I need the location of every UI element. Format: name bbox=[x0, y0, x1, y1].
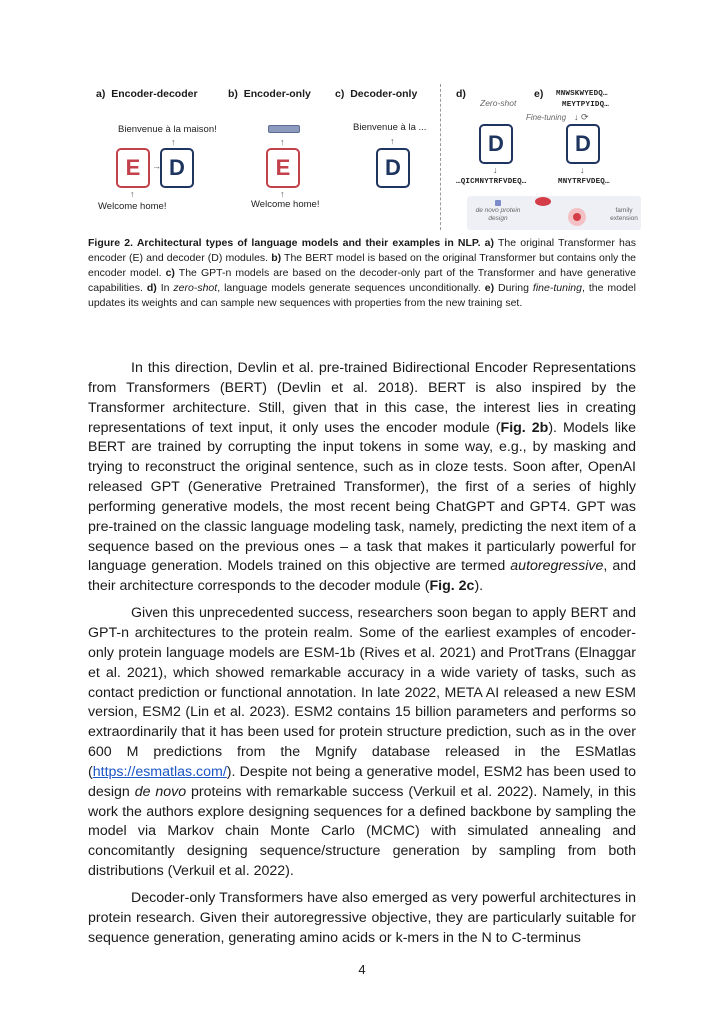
zero-shot-label: Zero-shot bbox=[480, 98, 517, 108]
decoder-box: D bbox=[160, 148, 194, 188]
arrow-down-icon: ↓ bbox=[580, 165, 585, 175]
arrow-up-icon: ↑ bbox=[280, 189, 285, 199]
arrow-up-icon: ↑ bbox=[171, 137, 176, 147]
family-extension-label: family extension bbox=[610, 207, 638, 222]
fine-tuning-label: Fine-tuning bbox=[526, 113, 567, 122]
decoder-box: D bbox=[566, 124, 600, 164]
arrow-up-icon: ↑ bbox=[130, 189, 135, 199]
figure-caption: Figure 2. Architectural types of language models and their examples in NLP. a) The original Transformer has encoder (E) and decoder (D) modules. b) The BERT model is based on the original Transformer but contains only the encoder model. c) The GPT-n models are based on the decoder-only part of the Transformer and have generative capabilities. d) In zero-shot, language models generate sequences unconditionally. e) During fine-tuning, the model updates its weights and can sample new sequences with properties from the new training set. bbox=[88, 237, 637, 309]
encoder-box: E bbox=[116, 148, 150, 188]
esmatlas-link[interactable]: https://esmatlas.com/ bbox=[92, 763, 227, 780]
body-text bbox=[88, 359, 636, 955]
arrow-down-icon: ↓ ⟳ bbox=[574, 112, 589, 122]
panel-divider bbox=[440, 84, 441, 230]
paragraph: In this direction, Devlin et al. pre-trained Bidirectional Encoder Representations from Transformers (BERT) (Devlin et al. 2018). BERT is also inspired by the Transformer architecture. Still, given that in this case, the interest lies in creating representations of text input, it only uses the encoder module (Fig. 2b). Models like BERT are trained by corrupting the input tokens in some way, e.g., by masking and trying to reconstruct the original sentence, such as in cloze tests. Soon after, OpenAI released GPT (Generative Pretrained Transformer), the first of a series of highly performing generative models, the most recent being ChatGPT and GPT4. GPT was pre-trained on the classic language modeling task, namely, predicting the next item of a sequence based on the previous ones – a task that makes it particularly powerful for language generation. Models trained on this objective are termed autoregressive, and their architecture corresponds to the decoder module (Fig. 2c). bbox=[88, 360, 637, 595]
panel-a-french-text: Bienvenue à la maison! bbox=[118, 124, 217, 135]
page-number: 4 bbox=[358, 962, 366, 977]
protein-family-icon bbox=[568, 208, 586, 226]
encoder-box: E bbox=[266, 148, 300, 188]
panel-b-english-text: Welcome home! bbox=[251, 199, 320, 210]
generated-sequence: …QICMNYTRFVDEQ… bbox=[456, 178, 527, 186]
paragraph: Given this unprecedented success, researchers soon began to apply BERT and GPT-n architectures to the protein realm. Some of the earliest examples of encoder-only protein language models are ESM-1b (Rives et al. 2021) and ProtTrans (Elnaggar et al. 2021), which showed remarkable accuracy in a wide variety of tasks, such as contact prediction or functional annotation. In late 2022, META AI released a new ESM version, ESM2 (Lin et al. 2023). ESM2 contains 15 billion parameters and performs so extraordinarily that it has been used for protein structure prediction, such as in the over 600 M predictions from the Mgnify database released in the ESMatlas (https://esmatlas.com/). Despite not being a generative model, ESM2 has been used to design de novo proteins with remarkable success (Verkuil et al. 2022). Namely, in this work the authors explore designing sequences for a defined backbone by sampling the model via Markov chain Monte Carlo (MCMC) with simulated annealing and concomitantly designing sequence/structure generation by sampling from both distributions (Verkuil et al. 2022). bbox=[88, 605, 637, 880]
panel-c-french-text: Bienvenue à la ... bbox=[353, 122, 427, 133]
protein-icon bbox=[535, 197, 551, 206]
arrow-up-icon: ↑ bbox=[390, 136, 395, 146]
token-embedding-icon bbox=[268, 125, 300, 133]
panel-a-english-text: Welcome home! bbox=[98, 201, 167, 212]
generated-sequence: MNYTRFVDEQ… bbox=[558, 178, 610, 186]
protein-icon bbox=[495, 200, 501, 206]
de-novo-label: de novo protein design bbox=[475, 207, 521, 222]
panel-c-label: c) Decoder-only bbox=[335, 88, 418, 100]
panel-d-label: d) bbox=[456, 88, 466, 100]
panel-b-label: b) Encoder-only bbox=[228, 88, 311, 100]
training-sequence: MEYTPYIDQ… bbox=[562, 101, 610, 109]
training-sequence: MNWSKWYEDQ… bbox=[556, 90, 608, 98]
figure-2 bbox=[88, 80, 643, 230]
arrow-up-icon: ↑ bbox=[280, 137, 285, 147]
arrow-down-icon: ↓ bbox=[493, 165, 498, 175]
arrow-right-icon: → bbox=[152, 161, 161, 171]
panel-e-label: e) bbox=[534, 88, 544, 100]
decoder-box: D bbox=[479, 124, 513, 164]
paragraph: Decoder-only Transformers have also emerged as very powerful architectures in protein research. Given their autoregressive objective, they are particularly suitable for sequence generation, generating amino acids or k-mers in the N to C-terminus bbox=[88, 889, 636, 946]
panel-a-label: a) Encoder-decoder bbox=[96, 88, 198, 100]
decoder-box: D bbox=[376, 148, 410, 188]
